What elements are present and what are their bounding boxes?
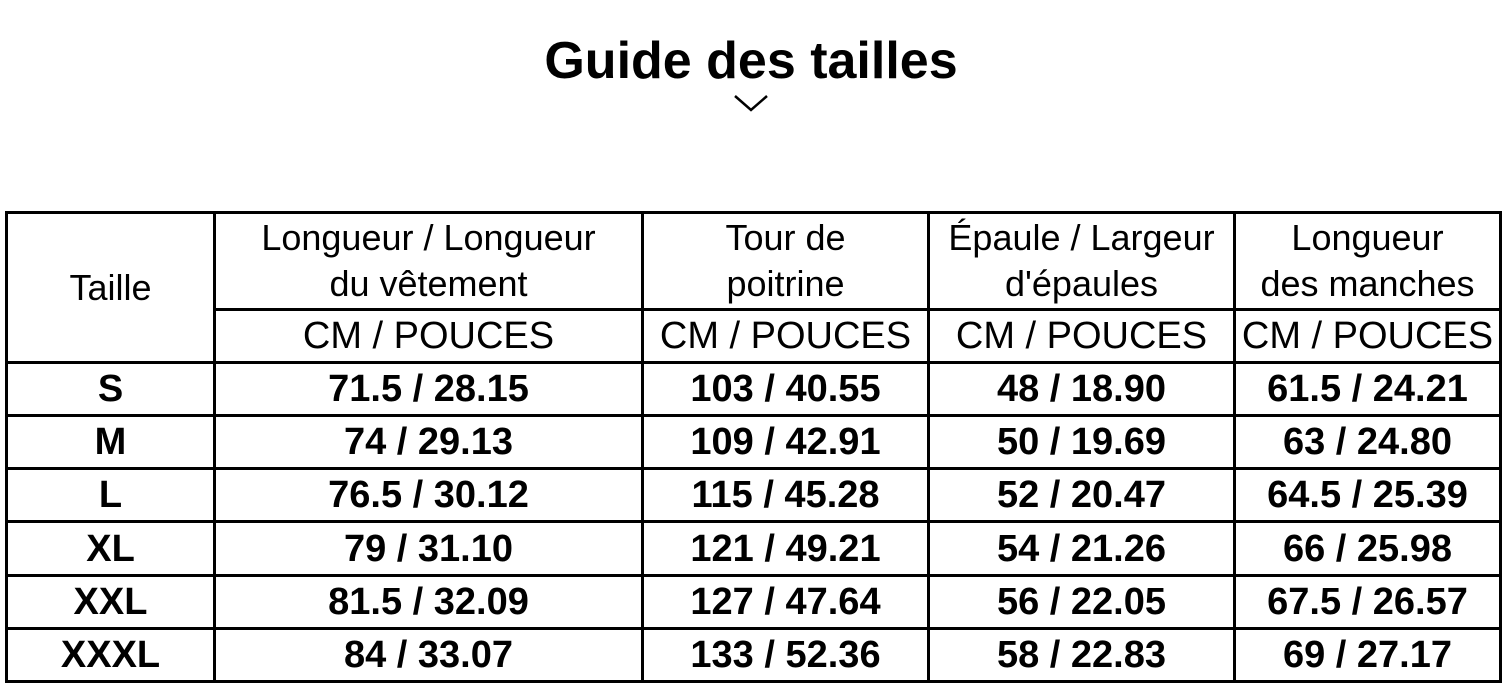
table-row: [7, 416, 1501, 469]
column-header-line: Longueur: [1291, 217, 1444, 258]
table-row: [7, 575, 1501, 628]
column-header-line: poitrine: [726, 263, 845, 304]
table-cell: 71.5 / 28.15: [215, 363, 643, 416]
column-header-length: [215, 213, 643, 310]
chevron-down-icon: [733, 92, 769, 114]
table-cell: 79 / 31.10: [215, 522, 643, 575]
table-cell: 56 / 22.05: [929, 575, 1235, 628]
size-label: XXL: [7, 575, 215, 628]
table-cell: 115 / 45.28: [643, 469, 929, 522]
unit-label: CM / POUCES: [215, 310, 643, 363]
table-cell: 64.5 / 25.39: [1235, 469, 1501, 522]
column-header-line: des manches: [1260, 263, 1475, 304]
size-label: L: [7, 469, 215, 522]
unit-label: CM / POUCES: [643, 310, 929, 363]
size-label: S: [7, 363, 215, 416]
column-header-line: Tour de: [725, 217, 846, 258]
table-cell: 58 / 22.83: [929, 628, 1235, 681]
table-cell: 103 / 40.55: [643, 363, 929, 416]
size-label: XL: [7, 522, 215, 575]
table-row: [7, 363, 1501, 416]
column-header-line: d'épaules: [1005, 263, 1158, 304]
table-cell: 50 / 19.69: [929, 416, 1235, 469]
unit-label: CM / POUCES: [929, 310, 1235, 363]
table-cell: 48 / 18.90: [929, 363, 1235, 416]
table-cell: 52 / 20.47: [929, 469, 1235, 522]
table-cell: 84 / 33.07: [215, 628, 643, 681]
size-chart-table: [5, 211, 1502, 683]
table-cell: 133 / 52.36: [643, 628, 929, 681]
table-cell: 127 / 47.64: [643, 575, 929, 628]
unit-label: CM / POUCES: [1235, 310, 1501, 363]
page-title: Guide des tailles: [544, 32, 958, 90]
table-cell: 69 / 27.17: [1235, 628, 1501, 681]
size-column-header: Taille: [7, 213, 215, 363]
column-header-line: du vêtement: [329, 263, 528, 304]
table-cell: 61.5 / 24.21: [1235, 363, 1501, 416]
table-cell: 109 / 42.91: [643, 416, 929, 469]
table-cell: 74 / 29.13: [215, 416, 643, 469]
table-cell: 54 / 21.26: [929, 522, 1235, 575]
table-cell: 81.5 / 32.09: [215, 575, 643, 628]
unit-row: [7, 310, 1501, 363]
column-header-line: Épaule / Largeur: [948, 217, 1215, 258]
table-cell: 67.5 / 26.57: [1235, 575, 1501, 628]
table-cell: 63 / 24.80: [1235, 416, 1501, 469]
table-row: [7, 628, 1501, 681]
table-row: [7, 469, 1501, 522]
header-row: [7, 213, 1501, 310]
column-header-chest: [643, 213, 929, 310]
column-header-shoulder: [929, 213, 1235, 310]
table-cell: 66 / 25.98: [1235, 522, 1501, 575]
table-row: [7, 522, 1501, 575]
size-label: M: [7, 416, 215, 469]
table-cell: 121 / 49.21: [643, 522, 929, 575]
table-cell: 76.5 / 30.12: [215, 469, 643, 522]
column-header-line: Longueur / Longueur: [261, 217, 596, 258]
column-header-sleeve: [1235, 213, 1501, 310]
size-label: XXXL: [7, 628, 215, 681]
